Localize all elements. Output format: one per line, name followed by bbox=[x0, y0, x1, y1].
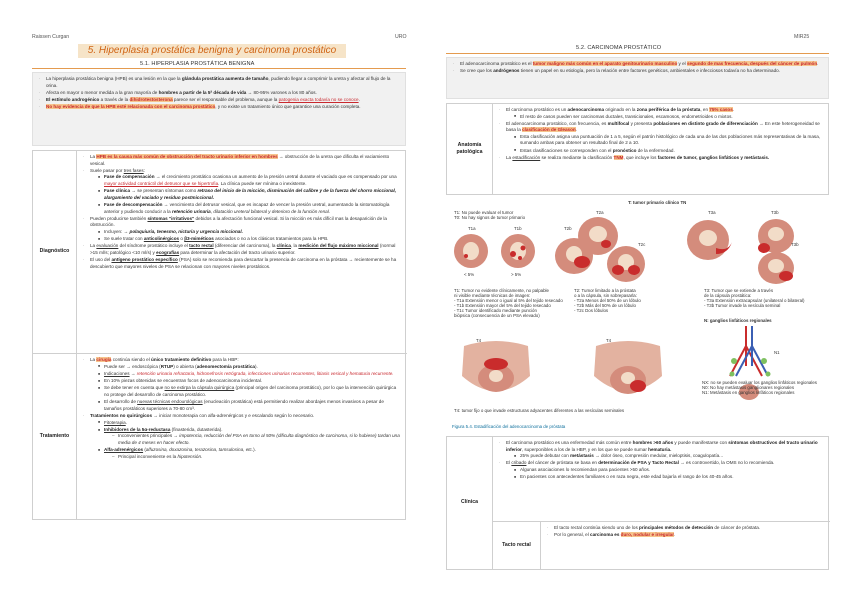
section-title-hpb: 5.1. HIPERPLASIA PROSTÁTICA BENIGNA bbox=[140, 61, 255, 67]
label-tratamiento: Tratamiento bbox=[33, 354, 77, 520]
intro-item: · La hiperplasia prostática benigna (HPB) es una lesión en la que la glándula prostática aumenta de tamaño, pudiendo llegar a comprimir la uretra y afectar al flujo de la orina. bbox=[39, 76, 399, 89]
diag-item: · La HPB es la causa más común de obstrucción del tracto urinario inferior en hombres → obstrucción de la uretra que dificulta el vaciamiento vesical. bbox=[83, 154, 401, 167]
anat-sub-item: ■ Estas clasificaciones se corresponden con el pronóstico de la enfermedad. bbox=[514, 148, 824, 155]
svg-text:T3b: T3b bbox=[791, 242, 799, 247]
anat-item: · La estadificación se realiza mediante la clasificación TNM, que incluye los factores de tumor, ganglios linfáticos y metástasis. bbox=[499, 155, 824, 162]
irritativo-item: ■ Se suele tratar con anticolinérgicos o β3-miméticos asociados o no a los clásicos tratamientos para la HPB. bbox=[98, 236, 401, 243]
tacto-item: · Por lo general, el carcinoma es duro, nodular e irregular. bbox=[547, 532, 824, 539]
diag-item: · Suele pasar por tres fases: ■ Fase de compensación → el crecimiento prostático ocasiona un aumento de la presión uretral durante el vaciado que es compensado por una mayor actividad contráctil del detrusor que se hipertrofia. La clínica puede ser mínima o inexistente. ■ Fase clínica → se presentan síntomas como retraso del inicio de la micción, disminución del calibre y de la fuerza del chorro miccional, alargamiento del vaciado y residuo postmiccional. ■ Fase de descompensación → vencimiento del detrusor vesical, que es incapaz de vencer la presión uretral, aumentando la sintomatología anterior y pudiendo conducir a la retención urinaria, dilatación ureteral bilateral y deterioro de la función renal. bbox=[83, 168, 401, 215]
svg-text:N1: N1 bbox=[774, 350, 780, 355]
intro-box bbox=[32, 72, 406, 146]
trat-item: · Tratamientos no quirúrgicos → iniciar monoterapia con alfa-adrenérgicos y e escalando según lo necesario. ■ Fitoterapia. ■ Inhibidores de la 5α-reductasa (finasterida, dutasterida). – Inconvenientes principales → impotencia, reducción del PSA en torno al 50% (dificulta diagnóstico de carcinoma, si lo hubiese) tardan una media de 4 meses en hacer efecto. ■ Alfa-adrenérgicos (alfuzosina, doxazosina, terazosina, tamsulosina, etc.). – Principal inconveniente es la hipotensión. bbox=[83, 413, 401, 460]
cirugia-item: ■ Indicaciones → retención urinaria refractaria, hidronefrosis retrógrada, infecciones urinarias recurrentes, litiasis vesical y hematuria recurrente. bbox=[98, 371, 401, 378]
label-diagnostico: Diagnóstico bbox=[33, 151, 77, 353]
page-title: 5. Hiperplasia prostática benigna y carcinoma prostático bbox=[78, 44, 346, 58]
clin-sub-item: ■ En pacientes con antecedentes familiares o en raza negra, este edad bajaría el rango de los 40-45 años. bbox=[514, 474, 824, 481]
clin-item: · El carcinoma prostático es una enfermedad más común entre hombres >60 años y puede manifestarse con síntomas obstructivos del tracto urinario inferior, superponibles a los de la HBP, y en los que se puede sumar hematuria. ■ 25% puede debutar con metástasis → dolor óseo, compresión medular, mieloptisis, coagulopatía... bbox=[499, 440, 824, 460]
right-page bbox=[424, 0, 848, 599]
n-caption: N: ganglios linfáticos regionales bbox=[704, 318, 772, 323]
fase-item: ■ Fase de compensación → el crecimiento prostático ocasiona un aumento de la presión uretral durante el vaciado que es compensado por una mayor actividad contráctil del detrusor que se hipertrofia. La clínica puede ser mínima o inexistente. bbox=[98, 174, 401, 187]
diag-item: · El uso del antígeno prostático específico (PSA) solo se recomienda para descartar la presencia de carcinoma en la próstata → recientemente se ha descubierto que mayores niveles de PSA se relacionan con mayores niveles prostáticos. bbox=[83, 257, 401, 270]
section-rule-right bbox=[446, 53, 829, 54]
t2-caption: T2: Tumor limitado a la próstata o a la cápsula, sin sobrepasarla: - T2a Menos del 50% de un lóbulo - T2b Más del 50% de un lóbulo - T2c Dos lóbulos bbox=[574, 288, 641, 313]
hpb-table bbox=[32, 150, 406, 520]
clin-sub-item: ■ 25% puede debutar con metástasis → dolor óseo, compresión medular, mieloptisis, coagulopatía... bbox=[514, 453, 824, 460]
intro-item: · Afecta en mayor o menor medida a la gran mayoría de hombres a partir de la 5ª década de vida → 80-95% varones a los 80 años. bbox=[39, 90, 399, 97]
header-area: URO bbox=[395, 34, 407, 40]
clinica-table bbox=[446, 436, 829, 570]
noq-sub-item: – Inconvenientes principales → impotencia, reducción del PSA en torno al 50% (dificulta diagnóstico de carcinoma, si lo hubiese) tardan una media de 4 meses en hacer efecto. bbox=[112, 433, 401, 446]
svg-text:T4: T4 bbox=[476, 338, 482, 343]
car-intro-item: · Se cree que los andrógenos tienen un papel en su etiología, pero la relación entre factores genéticos, ambientales e infecciosos todavía no ha determinado. bbox=[453, 68, 822, 75]
cirugia-item: ■ Puede ser → endoscópica (RTUP) o abierta (adenomectomía prostática). bbox=[98, 364, 401, 371]
intro-item: · No hay evidencia de que la HPB esté relacionada con el carcinoma prostático, y no existe un tratamiento único que garantice una curación completa. bbox=[39, 104, 399, 111]
anat-item: · El adenocarcinoma prostático, con frecuencia, es multifocal y presenta poblaciones en distinto grado de diferenciación → En este heterogeneidad se basa la clasificación de Gleason. ■ Esta clasificación asigna una puntuación de 1 a 5, según el patrón histológico de cada una de las dos poblaciones más representativas de la masa, sumando ambas para obtener un resultado final de 2 a 10. ■ Estas clasificaciones se corresponden con el pronóstico de la enfermedad. bbox=[499, 121, 824, 154]
tacto-item: · El tacto rectal continúa siendo uno de los principales métodos de detección de cáncer de próstata. bbox=[547, 525, 824, 532]
svg-text:T2b: T2b bbox=[564, 226, 572, 231]
noq-item: ■ Alfa-adrenérgicos (alfuzosina, doxazosina, terazosina, tamsulosina, etc.). – Principal inconveniente es la hipotensión. bbox=[98, 447, 401, 460]
noq-sub-item: – Principal inconveniente es la hipotensión. bbox=[112, 454, 401, 461]
clin-item: · El cribado del cáncer de próstata se basa en determinación de PSA y Tacto Rectal → es controvertido, la OMS no lo recomienda. ■ Algunas asociaciones lo recomiendan para pacientes >50 años. ■ En pacientes con antecedentes familiares o en raza negra, este edad bajaría el rango de los 40-45 años. bbox=[499, 460, 824, 480]
svg-text:T3a: T3a bbox=[708, 210, 716, 215]
noq-item: ■ Inhibidores de la 5α-reductasa (finasterida, dutasterida). – Inconvenientes principales → impotencia, reducción del PSA en torno al 50% (dificulta diagnóstico de carcinoma, si lo hubiese) tardan una media de 4 meses en hacer efecto. bbox=[98, 427, 401, 447]
header-area-right: MIR25 bbox=[794, 34, 810, 40]
fase-item: ■ Fase de descompensación → vencimiento del detrusor vesical, que es incapaz de vencer la presión uretral, aumentando la sintomatología anterior y pudiendo conducir a la retención urinaria, dilatación ureteral bilateral y deterioro de la función renal. bbox=[98, 202, 401, 215]
svg-text:T2c: T2c bbox=[638, 242, 646, 247]
anatomia-table bbox=[446, 103, 829, 195]
svg-text:> 5%: > 5% bbox=[511, 272, 522, 277]
svg-text:T1b: T1b bbox=[514, 226, 522, 231]
label-clinica: Clínica bbox=[447, 437, 493, 569]
diag-item: · La evaluación del síndrome prostático incluye el tacto rectal (diferenciar del carcinoma), la clínica, la medición del flujo máximo miccional (normal >15 ml/s; patológico <10 ml/s) y ecografías para determinar la afectación del tracto urinario superior. bbox=[83, 243, 401, 256]
label-tacto-rectal: Tacto rectal bbox=[493, 522, 541, 569]
t4-caption: T4: tumor fijo o que invade estructuras adyacentes diferentes a las vesículas seminales bbox=[454, 408, 625, 413]
svg-text:T2a: T2a bbox=[596, 210, 604, 215]
svg-text:< 5%: < 5% bbox=[464, 272, 475, 277]
cirugia-item: ■ Se debe tener en cuenta que no se extirpa la cápsula quirúrgica (principal origen del carcinoma prostático), por lo que la intervención quirúrgica no protege del desarrollo de carcinoma prostático. bbox=[98, 385, 401, 398]
car-intro-item: · El adenocarcinoma prostático es el tumor maligno más común en el aparato genitourinario masculino y el segundo de mas frecuencia, después del cáncer de pulmón. bbox=[453, 61, 822, 68]
diag-item: · Pueden producirse también síntomas "irritativos" debidos a la afectación funcional vesical. Si la micción es más difícil mas la desaparición de la obstrucción. ■ Incluyen: → polaquiuria, tenesmo, nicturia y urgencia miccional. ■ Se suele tratar con anticolinérgicos o β3-miméticos asociados o no a los clásicos tratamientos para la HPB. bbox=[83, 216, 401, 243]
figure-caption: Figura 5.4. Estadificación del adenocarcinoma de próstata bbox=[452, 424, 566, 429]
figure-header: T: tumor primario clínico TN bbox=[628, 200, 687, 205]
nx-caption: NX: no se pueden evaluar los ganglios linfáticos regionales N0: No hay metástasis ganglionares regionales N1: Metástasis en ganglios linfáticos regionales bbox=[702, 380, 817, 395]
anatomia-cell bbox=[493, 104, 830, 194]
svg-text:T3b: T3b bbox=[771, 210, 779, 215]
clinica-cell bbox=[493, 437, 830, 521]
t1b-caption: T1: Tumor no evidente clínicamente, no palpable ni visible mediante técnicas de imagen: - T1a Extensión menor o igual al 5% del tejido resecado - T1b Extensión mayor del 5% del tejido resecado - T1c Tumor identificado mediante punción biópsica (consecuencia de un PSA elevado) bbox=[454, 288, 563, 318]
clin-sub-item: ■ Algunas asociaciones lo recomiendan para pacientes >50 años. bbox=[514, 467, 824, 474]
t1-caption: T1: No puede evaluar el tumor T0: No hay signos de tumor primario bbox=[454, 210, 526, 220]
irritativo-item: ■ Incluyen: → polaquiuria, tenesmo, nicturia y urgencia miccional. bbox=[98, 229, 401, 236]
tacto-cell bbox=[541, 522, 830, 569]
section-rule bbox=[32, 68, 406, 69]
cirugia-item: ■ En 10% piezas obtenidas se encuentran focos de adenocarcinoma incidental. bbox=[98, 378, 401, 385]
header-author: Raissen Curgan bbox=[32, 34, 70, 40]
tratamiento-cell bbox=[77, 354, 407, 520]
staging-figure bbox=[446, 196, 829, 428]
trat-item: · La cirugía continúa siendo el único tratamiento definitivo para la HBP: ■ Puede ser → endoscópica (RTUP) o abierta (adenomectomía prostática). ■ Indicaciones → retención urinaria refractaria, hidronefrosis retrógrada, infecciones urinarias recurrentes, litiasis vesical y hematuria recurrente. ■ En 10% piezas obtenidas se encuentran focos de adenocarcinoma incidental. ■ Se debe tener en cuenta que no se extirpa la cápsula quirúrgica (principal origen del carcinoma prostático), por lo que la intervención quirúrgica no protege del desarrollo de carcinoma prostático. ■ El desarrollo de nuevas técnicas endourológicas (enucleación prostática) está permitiendo realizar abordajes menos invasivos a pesar de tamaños prostáticos superiores a 70-80 cm³. bbox=[83, 357, 401, 412]
anat-item: · El carcinoma prostático es un adenocarcinoma originado en la zona periférica de la próstata, en 75% casos. ■ El resto de casos pueden ser carcinomas ductales, transicionales, escamosos, endometrioides o mixtos. bbox=[499, 107, 824, 120]
carcinoma-intro-box bbox=[446, 57, 829, 99]
fase-item: ■ Fase clínica → se presentan síntomas como retraso del inicio de la micción, disminución del calibre y de la fuerza del chorro miccional, alargamiento del vaciado y residuo postmiccional. bbox=[98, 188, 401, 201]
t3-caption: T3: Tumor que se extiende a través de la cápsula prostática: - T3a Extensión extracapsular (unilateral o bilateral) - T3b Tumor invade la vesícula seminal bbox=[704, 288, 805, 308]
svg-text:T4: T4 bbox=[606, 338, 612, 343]
label-anatomia: Anatomía patológica bbox=[447, 104, 493, 194]
noq-item: ■ Fitoterapia. bbox=[98, 420, 401, 427]
anat-sub-item: ■ El resto de casos pueden ser carcinomas ductales, transicionales, escamosos, endometrioides o mixtos. bbox=[514, 114, 824, 121]
section-title-carcinoma: 5.2. CARCINOMA PROSTÁTICO bbox=[576, 45, 662, 51]
intro-item: · El estímulo androgénico a través de la dihidrotestosterona parece ser el responsable del problema, aunque la patogenia exacta todavía no se conoce. bbox=[39, 97, 399, 104]
anat-sub-item: ■ Esta clasificación asigna una puntuación de 1 a 5, según el patrón histológico de cada una de las dos poblaciones más representativas de la masa, sumando ambas para obtener un resultado final de 2 a 10. bbox=[514, 134, 824, 147]
cirugia-item: ■ El desarrollo de nuevas técnicas endourológicas (enucleación prostática) está permitiendo realizar abordajes menos invasivos a pesar de tamaños prostáticos superiores a 70-80 cm³. bbox=[98, 399, 401, 412]
svg-text:T1a: T1a bbox=[468, 226, 476, 231]
diagnostico-cell bbox=[77, 151, 407, 353]
